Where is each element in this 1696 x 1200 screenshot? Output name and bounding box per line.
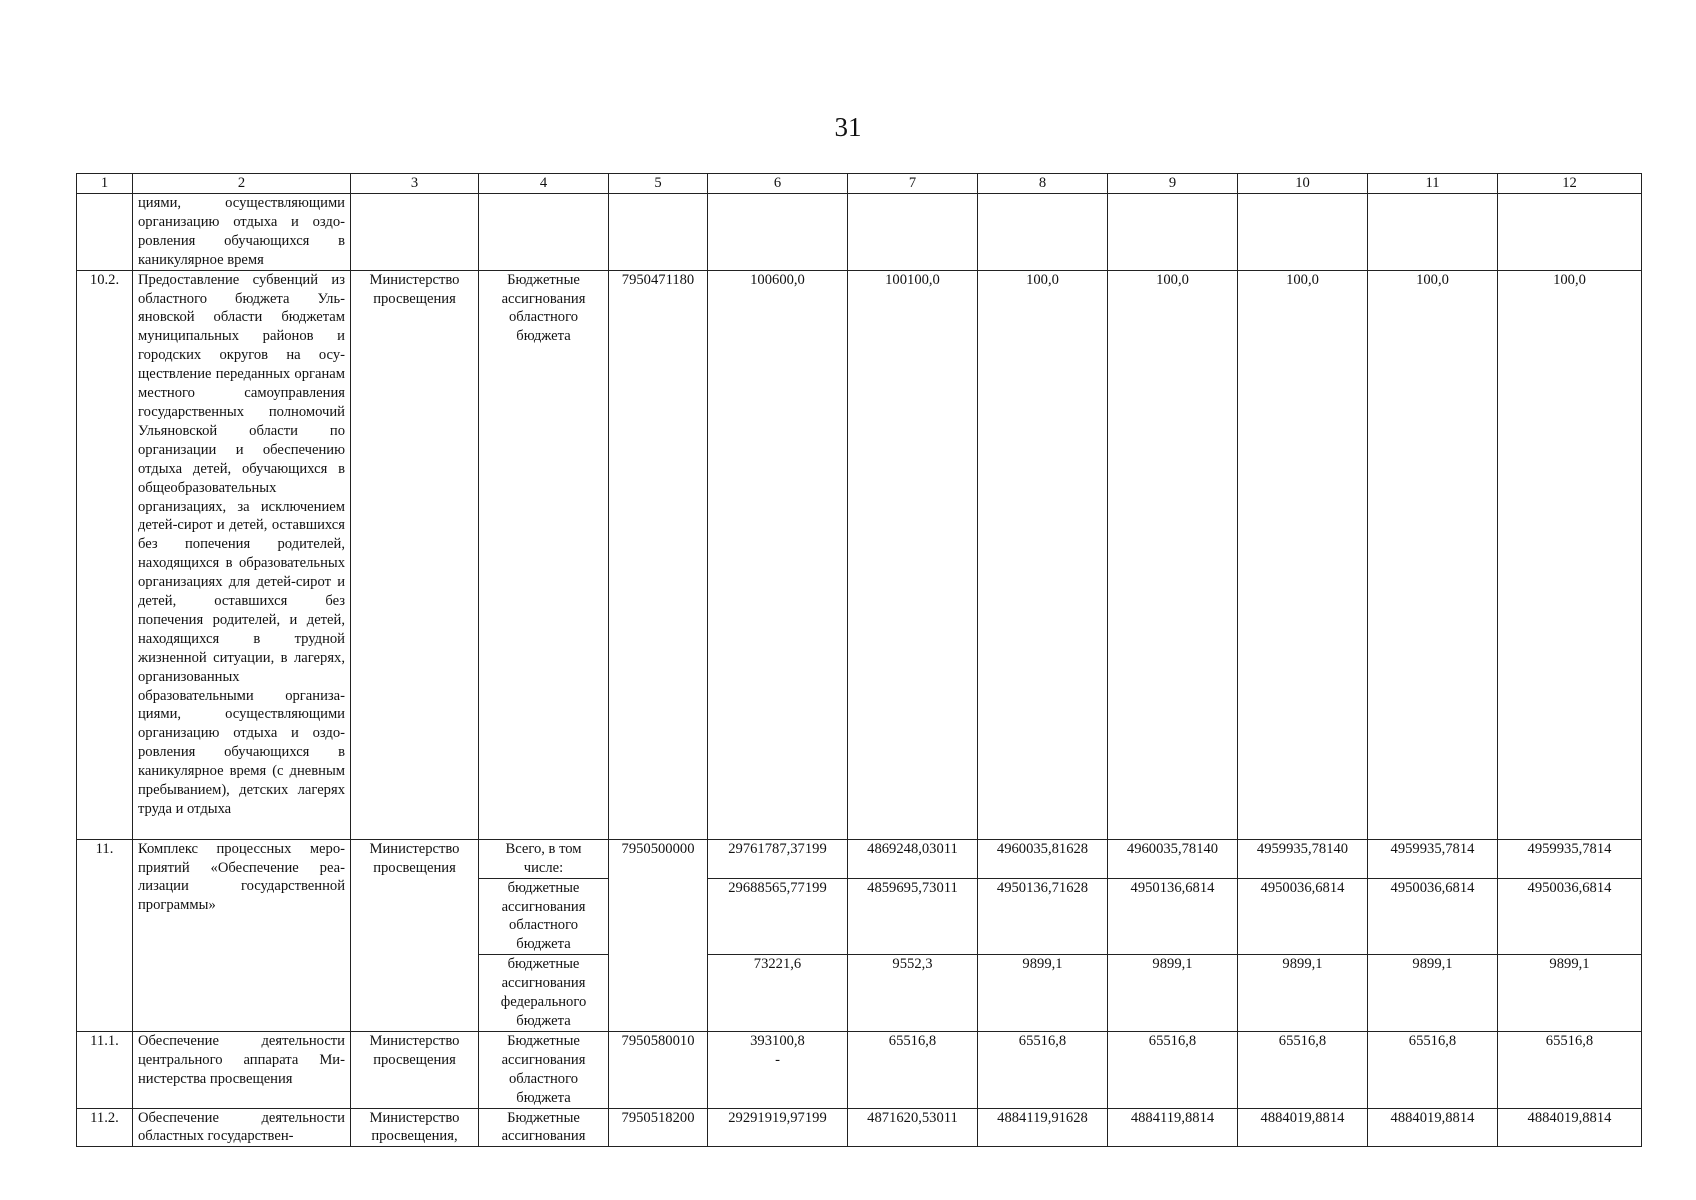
cell-value: 9899,1 [1498,955,1642,1032]
cell-value [1238,194,1368,271]
cell-code: 7950471180 [609,270,708,839]
table-row-10-2 [77,270,1642,839]
cell-value [1498,194,1642,271]
cell-name: Обеспечение деятельности центрального аппарата Министерства просвещения [133,1031,351,1108]
header-cell: 1 [77,174,133,194]
cell-source: Бюджетные ассигнования областного бюджета [479,1031,609,1108]
table-row-11-2 [77,1108,1642,1147]
cell-value [708,1031,848,1108]
cell-value: 65516,8 [1498,1031,1642,1108]
cell-value: 4960035,81628 [978,839,1108,878]
cell-value: 4869248,03011 [848,839,978,878]
cell-source: бюджетные ассигнования федерального бюджета [479,955,609,1032]
cell-executor: Министерство просвещения [351,1031,479,1108]
cell-number: 11. [77,839,133,1031]
cell-code: 7950518200 [609,1108,708,1147]
cell-code: 7950580010 [609,1031,708,1108]
cell-value: 4950136,6814 [1108,878,1238,955]
header-cell: 3 [351,174,479,194]
cell-value: 9899,1 [1108,955,1238,1032]
cell-source: Бюджетные ассигнования областного бюджета [479,270,609,839]
cell-name: Обеспечение деятельности областных государствен- [133,1108,351,1147]
cell-value: 9899,1 [1368,955,1498,1032]
table-row-11-total [77,839,1642,878]
header-cell: 9 [1108,174,1238,194]
cell-value: 65516,8 [1368,1031,1498,1108]
cell-value: 4884019,8814 [1498,1108,1642,1147]
cell-value: 65516,8 [1108,1031,1238,1108]
value-text: 393100,8 [750,1032,805,1049]
cell-name: Комплекс процессных мероприятий «Обеспечение реализации государственной программы» [133,839,351,1031]
cell-value: 100600,0 [708,270,848,839]
header-cell: 11 [1368,174,1498,194]
header-cell: 5 [609,174,708,194]
cell-value: 4859695,73011 [848,878,978,955]
header-cell: 7 [848,174,978,194]
cell-source: Всего, в том числе: [479,839,609,878]
header-cell: 6 [708,174,848,194]
cell-value: 29761787,37199 [708,839,848,878]
header-cell: 2 [133,174,351,194]
header-row [77,174,1642,194]
cell-number: 10.2. [77,270,133,839]
cell-source: бюджетные ассигнования областного бюджета [479,878,609,955]
cell-value: 4959935,78140 [1238,839,1368,878]
cell-code [609,194,708,271]
cell-source: Бюджетные ассигнования [479,1108,609,1147]
cell-value: 4950036,6814 [1498,878,1642,955]
cell-source [479,194,609,271]
header-cell: 8 [978,174,1108,194]
cell-value: 4959935,7814 [1498,839,1642,878]
cell-value: 4884019,8814 [1238,1108,1368,1147]
cell-executor: Министерство просвещения [351,270,479,839]
cell-value: 100,0 [1108,270,1238,839]
cell-value [1368,194,1498,271]
header-cell: 4 [479,174,609,194]
cell-number [77,194,133,271]
cell-value: 4950036,6814 [1238,878,1368,955]
cell-value: 29291919,97199 [708,1108,848,1147]
header-cell: 12 [1498,174,1642,194]
cell-executor: Министерство просвещения, [351,1108,479,1147]
cell-value: 4884119,8814 [1108,1108,1238,1147]
cell-value: 9552,3 [848,955,978,1032]
cell-value [708,194,848,271]
cell-value: 65516,8 [1238,1031,1368,1108]
cell-name: циями, осуществляющими организацию отдыха и оздоровления обучающихся в каникулярное время [133,194,351,271]
cell-number: 11.1. [77,1031,133,1108]
table-row-11-1 [77,1031,1642,1108]
cell-executor: Министерство просвещения [351,839,479,1031]
cell-value [1108,194,1238,271]
cell-value: 65516,8 [978,1031,1108,1108]
cell-value: 100,0 [1498,270,1642,839]
cell-value: 100,0 [1238,270,1368,839]
cell-value [978,194,1108,271]
cell-value: 100100,0 [848,270,978,839]
cell-value: 4950036,6814 [1368,878,1498,955]
cell-value: 29688565,77199 [708,878,848,955]
cell-value: 4884119,91628 [978,1108,1108,1147]
cell-value: 9899,1 [978,955,1108,1032]
page-number: 31 [834,112,862,142]
cell-value: 4950136,71628 [978,878,1108,955]
cell-value: 100,0 [978,270,1108,839]
cell-value: 9899,1 [1238,955,1368,1032]
table-row-continuation [77,194,1642,271]
cell-value: 4960035,78140 [1108,839,1238,878]
cell-value: 4959935,7814 [1368,839,1498,878]
cell-value: 65516,8 [848,1031,978,1108]
header-cell: 10 [1238,174,1368,194]
cell-name: Предоставление субвенций из областного бюджета Ульяновской области бюджетам муниципальных районов и городских округов на осуществление переданных органам местного самоуправления государственных полномочий Ульяновской области по организации и обеспечению отдыха детей, обучающихся в общеобразовательных организациях, за исключением детей-сирот и детей, оставшихся без попечения родителей, находящихся в образовательных организациях для детей-сирот и детей, оставшихся без попечения родителей, и детей, находящихся в трудной жизненной ситуации, в лагерях, организованных образовательными организациями, осуществляющими организацию отдыха и оздоровления обучающихся в каникулярное время (с дневным пребыванием), детских лагерях труда и отдыха [133,270,351,839]
cell-executor [351,194,479,271]
budget-table [76,173,1642,1147]
cell-value [848,194,978,271]
cell-value: 4884019,8814 [1368,1108,1498,1147]
cell-value: 73221,6 [708,955,848,1032]
cell-value: 4871620,53011 [848,1108,978,1147]
dash-mark: - [775,1051,780,1068]
cell-number: 11.2. [77,1108,133,1147]
cell-code: 7950500000 [609,839,708,1031]
cell-value: 100,0 [1368,270,1498,839]
